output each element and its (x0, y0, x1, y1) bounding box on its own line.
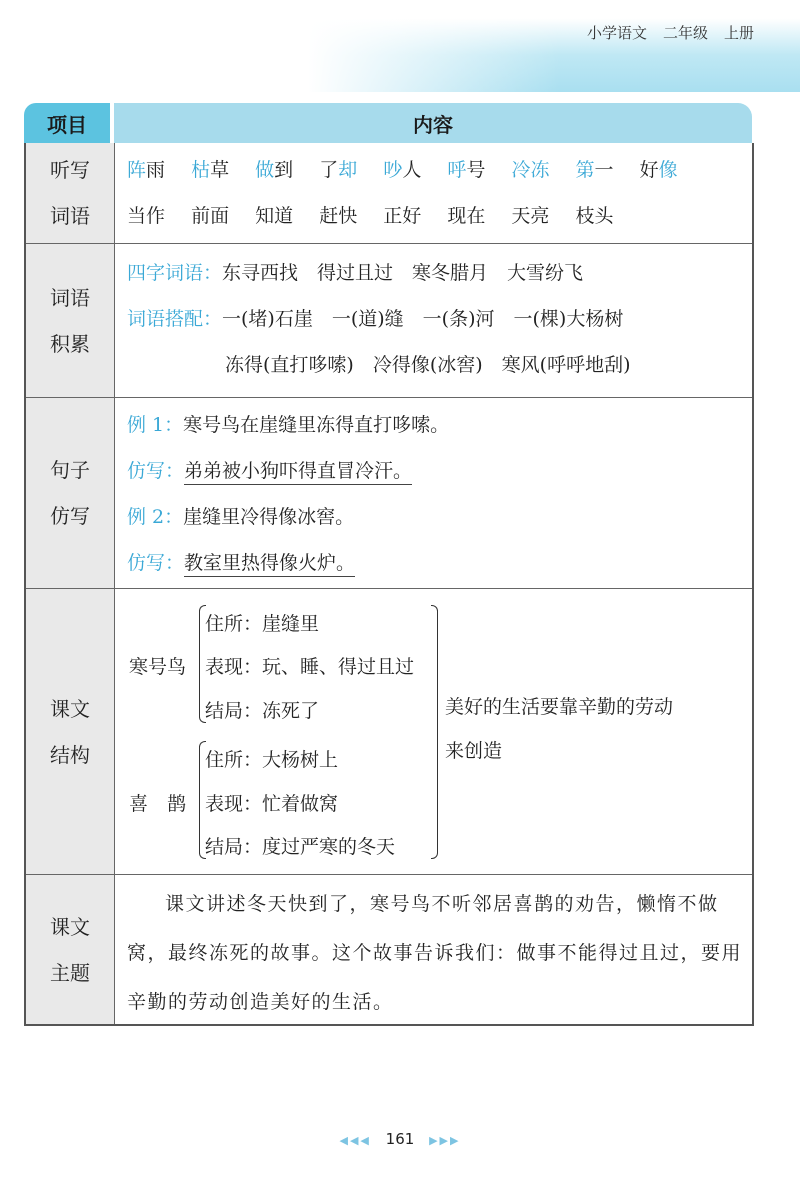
theme-content (115, 875, 752, 1024)
collocation-label: 词语搭配： (127, 308, 223, 330)
dictation-word: 现在 (447, 205, 486, 227)
header-volume: 上册 (723, 24, 754, 42)
label-line-2: 结构 (50, 742, 90, 767)
collocation-line-1 (127, 296, 744, 342)
dictation-word: 前面 (191, 205, 230, 227)
header-grade: 二年级 (662, 24, 708, 42)
bird-2-item: 住所：大杨树上 (205, 749, 339, 771)
bird-2-item: 表现：忙着做窝 (205, 793, 339, 815)
label-line-2: 词语 (50, 204, 90, 228)
column-header-item: 项目 (24, 103, 110, 143)
dictation-word: 枝头 (575, 205, 614, 227)
header-subject: 小学语文 (586, 24, 647, 42)
imitation-2-label: 仿写： (127, 552, 185, 574)
dictation-word: 知道 (255, 205, 294, 227)
summary-table (24, 103, 752, 1013)
dictation-word: 阵雨 (127, 159, 166, 181)
collocation-line-2 (127, 342, 744, 388)
dictation-word: 赶快 (319, 205, 358, 227)
example-2 (127, 494, 744, 540)
table-row-vocabulary (26, 243, 752, 397)
label-line-2: 积累 (50, 331, 90, 356)
example-1-text: 寒号鸟在崖缝里冻得直打哆嗦。 (183, 414, 450, 436)
dictation-word: 第一 (575, 159, 614, 181)
structure-diagram (115, 589, 752, 874)
imitation-1-text: 弟弟被小狗吓得直冒冷汗。 (184, 460, 412, 485)
imitation-1 (127, 448, 744, 494)
bird-1-item: 住所：崖缝里 (205, 613, 320, 635)
dictation-word: 当作 (127, 205, 166, 227)
row-label-theme (26, 875, 115, 1024)
dictation-word: 呼号 (447, 159, 486, 181)
bird-name-2: 喜 鹊 (129, 793, 187, 815)
label-line-1: 词语 (50, 285, 90, 310)
label-line-1: 课文 (50, 914, 90, 939)
label-line-1: 句子 (50, 458, 90, 482)
imitation-2-text: 教室里热得像火炉。 (184, 552, 355, 577)
dictation-line-1 (127, 147, 744, 193)
label-line-2: 主题 (50, 960, 90, 985)
running-header (571, 22, 754, 43)
dictation-word: 正好 (383, 205, 422, 227)
idiom-line (127, 250, 744, 296)
moral-text (445, 685, 673, 773)
table-row-dictation (26, 143, 752, 243)
dictation-word: 冷冻 (511, 159, 550, 181)
idiom-label: 四字词语： (127, 262, 223, 284)
table-row-theme (26, 874, 752, 1024)
bird-name-1: 寒号鸟 (129, 656, 187, 678)
table-row-structure (26, 588, 752, 874)
imitation-content (115, 398, 752, 588)
bird-1-item: 表现：玩、睡、得过且过 (205, 656, 415, 678)
table-row-imitation (26, 397, 752, 588)
page-footer (0, 1130, 800, 1148)
left-arrows-icon: ◀◀◀ (339, 1134, 371, 1147)
imitation-2 (127, 540, 744, 586)
dictation-word: 了却 (319, 159, 358, 181)
row-label-vocabulary (26, 244, 115, 397)
moral-line-2: 来创造 (445, 740, 503, 762)
row-label-imitation (26, 398, 115, 588)
bird-1-item: 结局：冻死了 (205, 700, 320, 722)
imitation-1-label: 仿写： (127, 460, 185, 482)
row-label-structure (26, 589, 115, 874)
bird-2-item: 结局：度过严寒的冬天 (205, 836, 396, 858)
table-body (24, 143, 754, 1026)
brace-summary (431, 605, 438, 859)
label-line-2: 仿写 (50, 504, 90, 528)
moral-line-1: 美好的生活要靠辛勤的劳动 (445, 696, 674, 718)
example-1-label: 例 1： (127, 414, 184, 436)
structure-content (115, 589, 752, 874)
dictation-word: 好像 (639, 159, 678, 181)
dictation-line-2 (127, 193, 744, 239)
dictation-content (115, 143, 752, 243)
row-label-dictation (26, 143, 115, 243)
vocabulary-content (115, 244, 752, 397)
collocation-list-2: 冻得(直打哆嗦) 冷得像(冰窖) 寒风(呼呼地刮) (225, 354, 631, 376)
dictation-word: 做到 (255, 159, 294, 181)
idiom-list: 东寻西找 得过且过 寒冬腊月 大雪纷飞 (222, 262, 584, 284)
collocation-list-1: 一(堵)石崖 一(道)缝 一(条)河 一(棵)大杨树 (222, 308, 624, 330)
theme-paragraph: 课文讲述冬天快到了，寒号鸟不听邻居喜鹊的劝告，懒惰不做窝，最终冻死的故事。这个故事告诉我们：做事不能得过且过，要用辛勤的劳动创造美好的生活。 (127, 893, 743, 1013)
dictation-word: 吵人 (383, 159, 422, 181)
example-2-text: 崖缝里冷得像冰窖。 (183, 506, 355, 528)
right-arrows-icon: ▶▶▶ (429, 1134, 461, 1147)
dictation-word: 枯草 (191, 159, 230, 181)
top-decoration-band (0, 0, 800, 92)
table-header-row (24, 103, 752, 143)
dictation-word: 天亮 (511, 205, 550, 227)
example-1 (127, 402, 744, 448)
page-number: 161 (385, 1130, 415, 1148)
example-2-label: 例 2： (127, 506, 184, 528)
column-header-content: 内容 (114, 103, 752, 143)
label-line-1: 听写 (50, 158, 90, 182)
label-line-1: 课文 (50, 696, 90, 721)
